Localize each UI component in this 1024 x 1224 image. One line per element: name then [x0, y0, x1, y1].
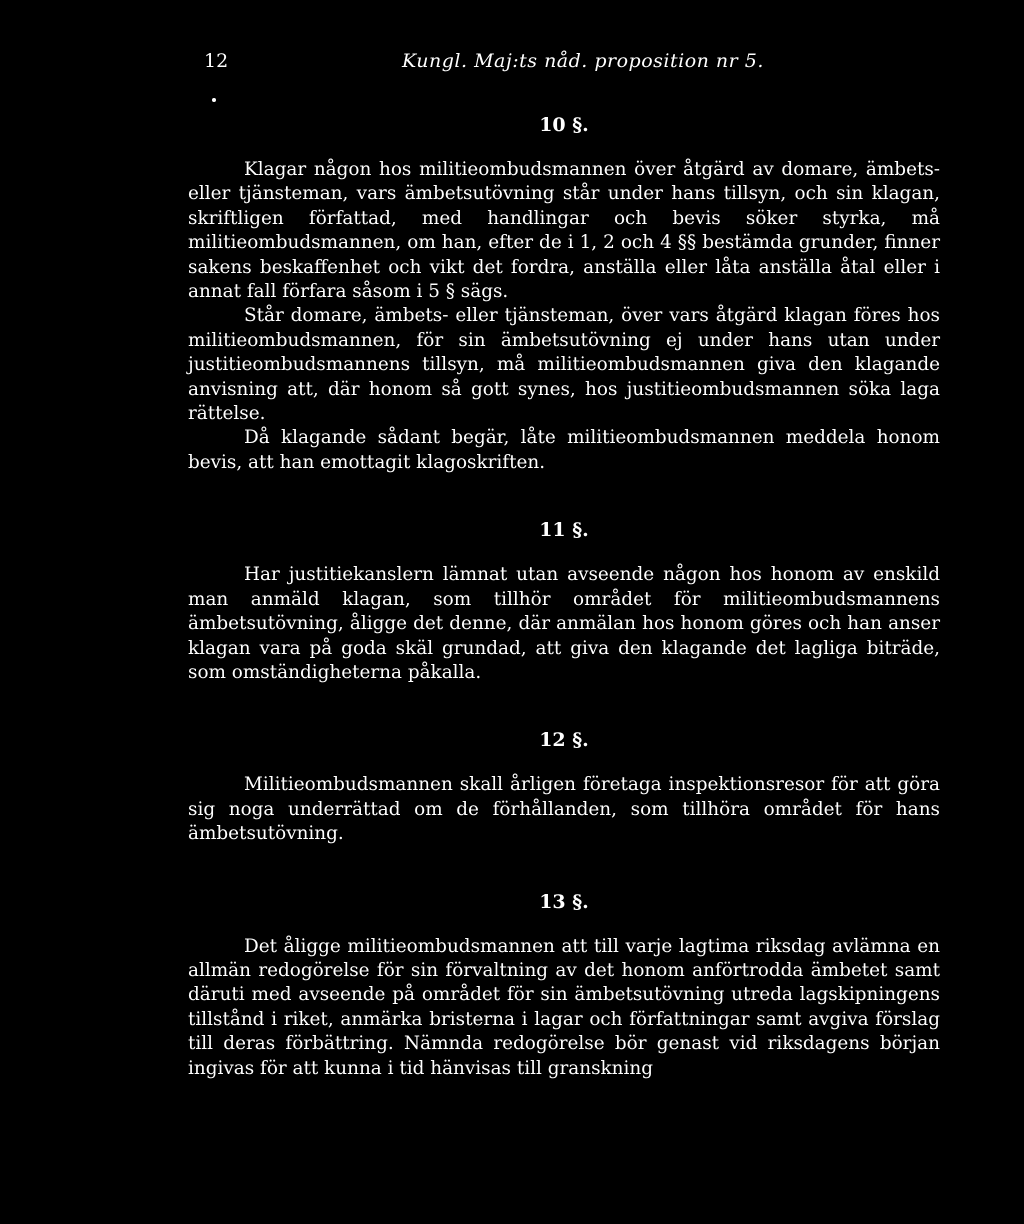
stray-dot-mark: [212, 98, 216, 102]
section-heading: 12 §.: [539, 729, 589, 752]
paragraph: Står domare, ämbets- eller tjänsteman, över vars åtgärd klagan föres hos militieombudsmannen, för sin ämbetsutövning ej under hans utan under justitieombudsmannens tillsyn, må militieombudsmannen giva den klagande anvisning att, där honom så gott synes, hos justitieombudsmannen söka laga rättelse.: [188, 305, 940, 425]
section-heading: 13 §.: [539, 890, 589, 913]
section-13: [188, 887, 940, 1081]
document-body: [188, 110, 940, 1081]
page-header: [0, 50, 1024, 80]
section-heading: 10 §.: [539, 114, 589, 136]
section-12: [188, 725, 940, 846]
paragraph: Har justitiekanslern lämnat utan avseende någon hos honom av enskild man anmäld klagan, som tillhör området för militieombudsmannens ämbetsutövning, åligge det denne, där anmälan hos honom göres och han anser klagan vara på goda skäl grundad, att giva den klagande det lagliga biträde, som omständigheterna påkalla.: [188, 564, 940, 683]
paragraph: Då klagande sådant begär, låte militieombudsmannen meddela honom bevis, att han emottagit klagoskriften.: [188, 427, 940, 473]
paragraph: Det åligge militieombudsmannen att till varje lagtima riksdag avlämna en allmän redogörelse för sin förvaltning av det honom anförtrodda ämbetet samt däruti med avseende på området för sin ämbetsutövning utreda lagskipningens tillstånd i riket, anmärka bristerna i lagar och författningar samt avgiva förslag till deras förbättring. Nämnda redogörelse bör genast vid riksdagens början ingivas för att kunna i tid hänvisas till granskning: [188, 935, 940, 1079]
paragraph: Militieombudsmannen skall årligen företaga inspektionsresor för att göra sig noga underrättad om de förhållanden, som tillhöra området för hans ämbetsutövning.: [188, 774, 940, 845]
section-11: [188, 515, 940, 685]
section-10: [188, 110, 940, 475]
paragraph: Klagar någon hos militieombudsmannen över åtgärd av domare, ämbets- eller tjänsteman, vars ämbetsutövning står under hans tillsyn, och sin klagan, skriftligen författad, med handlingar och bevis söker styrka, må militieombudsmannen, om han, efter de i 1, 2 och 4 §§ bestämda grunder, finner sakens beskaffenhet och vikt det fordra, anställa eller låta anställa åtal eller i annat fall förfara såsom i 5 § sägs.: [188, 159, 940, 303]
running-title: Kungl. Maj:ts nåd. proposition nr 5.: [402, 50, 764, 72]
page-number: 12: [204, 50, 229, 72]
section-heading: 11 §.: [539, 519, 589, 542]
